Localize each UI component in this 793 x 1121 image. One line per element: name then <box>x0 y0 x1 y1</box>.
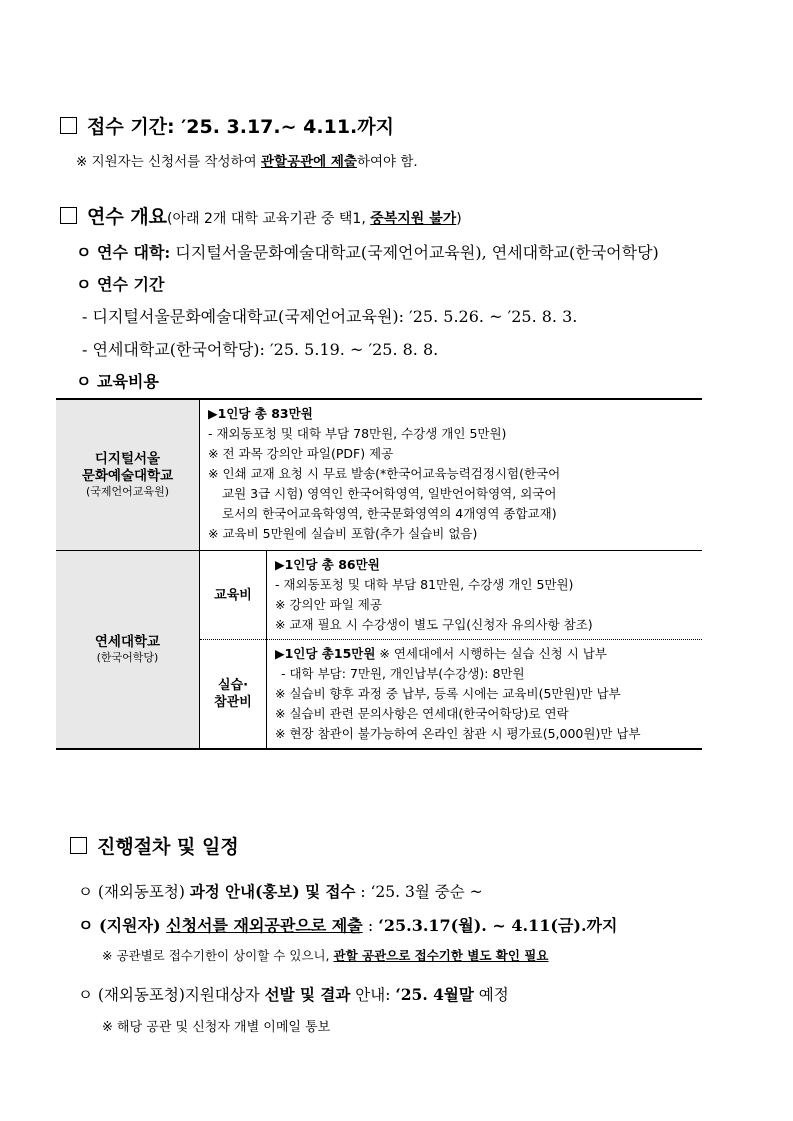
receipt-note-prefix: ※ 지원자는 신청서를 작성하여 <box>76 154 261 170</box>
training-period-yonsei: - 연세대학교(한국어학당): ′25. 5.19. ~ ′25. 8. 8. <box>82 340 439 359</box>
overview-paren-suffix: ) <box>456 211 462 227</box>
digital-university-cell <box>56 399 200 551</box>
practice-total-cost: ▶1인당 총15만원 <box>275 646 376 661</box>
yonsei-total-cost: ▶1인당 총 86만원 <box>275 557 380 572</box>
tuition-label-cell <box>200 551 267 640</box>
practice-cost-split: - 대학 부담: 7만원, 개인납부(수강생): 8만원 <box>281 666 525 681</box>
procedure-item-3-mid: 안내: <box>350 986 396 1004</box>
practice-note-online: ※ 현장 참관이 불가능하여 온라인 참관 시 평가료(5,000원)만 납부 <box>275 726 641 741</box>
procedure-item-2-date: ‘25.3.17(월). ~ 4.11(금).까지 <box>378 916 618 935</box>
procedure-item-2-note-prefix: ※ 공관별로 접수기한이 상이할 수 있으니, <box>102 948 334 963</box>
procedure-title: 진행절차 및 일정 <box>97 836 239 858</box>
digital-note-textbook: ※ 인쇄 교재 요청 시 무료 발송(*한국어교육능력검정시험(한국어 <box>208 466 561 481</box>
procedure-item-1-emphasis: 과정 안내(홍보) 및 접수 <box>189 882 356 901</box>
education-cost-table <box>56 398 702 750</box>
yonsei-note-lecture-file: ※ 강의안 파일 제공 <box>275 597 382 612</box>
procedure-item-2-colon: : <box>362 916 379 935</box>
procedure-item-1-date: : ‘25. 3월 중순 ~ <box>355 883 483 901</box>
receipt-note-suffix: 하여야 함. <box>356 154 418 170</box>
practice-note-payment: ※ 실습비 향후 과정 중 납부, 등록 시에는 교육비(5만원)만 납부 <box>275 686 621 701</box>
digital-cost-split: - 재외동포청 및 대학 부담 78만원, 수강생 개인 5만원) <box>208 426 507 441</box>
practice-total-note: ※ 연세대에서 시행하는 실습 신청 시 납부 <box>375 646 607 661</box>
practice-label-2: 참관비 <box>214 695 252 710</box>
digital-university-sub: (국제언어교육원) <box>86 485 169 498</box>
yonsei-university-cell <box>56 551 200 750</box>
receipt-note-emphasis: 관할공관에 제출 <box>260 154 357 170</box>
tuition-label: 교육비 <box>214 587 252 603</box>
digital-note-textbook-cont2: 로서의 한국어교육학영역, 한국문화영역의 4개영역 종합교재) <box>222 506 557 521</box>
procedure-item-3-suffix: 예정 <box>473 986 509 1004</box>
yonsei-tuition-details <box>267 551 703 640</box>
procedure-item-3-prefix: ㅇ (재외동포청)지원대상자 <box>78 986 265 1004</box>
digital-cost-details <box>200 399 703 551</box>
receipt-note <box>76 150 418 170</box>
procedure-item-1-prefix: ㅇ (재외동포청) <box>78 883 190 901</box>
checkbox-square-icon <box>60 207 77 224</box>
training-university-label: ㅇ 연수 대학: <box>76 243 171 262</box>
training-period-label: ㅇ 연수 기간 <box>76 275 165 294</box>
digital-note-pdf: ※ 전 과목 강의안 파일(PDF) 제공 <box>208 446 394 461</box>
practice-note-contact: ※ 실습비 관련 문의사항은 연세대(한국어학당)로 연락 <box>275 706 569 721</box>
practice-label-cell <box>200 640 267 750</box>
receipt-period-title: 접수 기간: ′25. 3.17.~ 4.11.까지 <box>87 116 394 138</box>
section-overview-heading <box>60 202 462 229</box>
overview-paren-prefix: (아래 2개 대학 교육기관 중 택1, <box>167 211 371 227</box>
yonsei-cost-split: - 재외동포청 및 대학 부담 81만원, 수강생 개인 5만원) <box>275 577 574 592</box>
yonsei-university-name: 연세대학교 <box>94 634 161 650</box>
procedure-item-3-date: ‘25. 4월말 <box>395 985 474 1004</box>
procedure-item-1 <box>78 880 483 902</box>
section-procedure-heading <box>70 832 239 859</box>
procedure-item-2 <box>78 913 617 936</box>
overview-paren-emphasis: 중복지원 불가 <box>370 211 457 227</box>
digital-university-name-1: 디지털서울 <box>94 451 161 467</box>
training-university-text: 디지털서울문화예술대학교(국제언어교육원), 연세대학교(한국어학당) <box>170 243 659 262</box>
yonsei-practice-details <box>267 640 703 750</box>
procedure-item-2-prefix: ㅇ (지원자) <box>78 916 167 935</box>
procedure-item-2-emphasis: 신청서를 재외공관으로 제출 <box>166 916 363 935</box>
digital-note-practice: ※ 교육비 5만원에 실습비 포함(추가 실습비 없음) <box>208 526 478 541</box>
digital-note-textbook-cont1: 교원 3급 시험) 영역인 한국어학영역, 일반언어학영역, 외국어 <box>222 486 557 501</box>
overview-title: 연수 개요 <box>87 206 168 228</box>
procedure-item-3 <box>78 983 509 1005</box>
training-period-digital: - 디지털서울문화예술대학교(국제언어교육원): ′25. 5.26. ~ ′25. 8. 3. <box>82 307 578 326</box>
training-university-line <box>76 240 659 263</box>
section-receipt-heading <box>60 112 394 139</box>
checkbox-square-icon <box>60 117 77 134</box>
procedure-item-2-note-emphasis: 관할 공관으로 접수기한 별도 확인 필요 <box>333 948 549 963</box>
yonsei-university-sub: (한국어학당) <box>96 651 159 664</box>
practice-label-1: 실습· <box>217 678 249 693</box>
education-cost-label: ㅇ 교육비용 <box>76 372 159 391</box>
checkbox-square-icon <box>70 837 87 854</box>
yonsei-note-textbook: ※ 교재 필요 시 수강생이 별도 구입(신청자 유의사항 참조) <box>275 617 593 632</box>
digital-university-name-2: 문화예술대학교 <box>81 468 174 484</box>
procedure-item-2-note <box>102 946 548 964</box>
procedure-item-3-note: ※ 해당 공관 및 신청자 개별 이메일 통보 <box>102 1020 331 1035</box>
digital-total-cost: ▶1인당 총 83만원 <box>208 406 313 421</box>
procedure-item-3-emphasis: 선발 및 결과 <box>264 985 351 1004</box>
